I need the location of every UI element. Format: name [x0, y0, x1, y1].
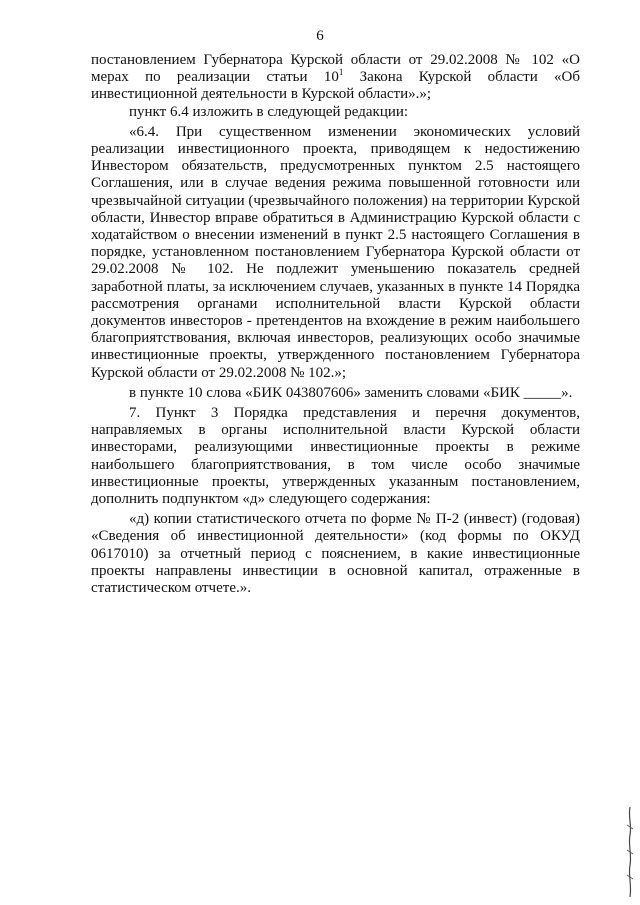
paragraph-subitem-d: «д) копии статистического отчета по форме № П-2 (инвест) (годовая) «Сведения об инвестиционной деятельности» (код формы по ОКУД 0617010) за отчетный период с пояснением, в какие инвестиционные проекты направлены инвестиции в основной капитал, отраженные в статистическом отчете.».: [91, 511, 580, 597]
text-segment: Закона Курской области «Об инвестиционной деятельности в Курской области».»;: [91, 69, 580, 103]
text-segment: постановлением Губернатора Курской области от 29.02.2008 № 102 «О мерах по реализации статьи 10: [91, 52, 580, 86]
superscript: 1: [338, 67, 344, 78]
margin-scan-mark: [625, 805, 635, 900]
paragraph-item-7: 7. Пункт 3 Порядка представления и перечня документов, направляемых в органы исполнительной власти Курской области инвесторами, реализующими инвестиционные проекты в режиме наибольшего благоприятствования, в том числе особо значимые инвестиционные проекты, утвержденных указанным постановлением, дополнить подпунктом «д» следующего содержания:: [91, 405, 580, 508]
page-number: 6: [316, 28, 324, 44]
document-body: [91, 52, 580, 597]
paragraph-decree-reference: [91, 52, 580, 104]
paragraph-clause-6-4-text: «6.4. При существенном изменении экономических условий реализации инвестиционного проекта, приводящем к недостижению Инвестором обязательств, предусмотренных пунктом 2.5 настоящего Соглашения, или в случае ведения режима повышенной готовности или чрезвычайной ситуации (чрезвычайного положения) на территории Курской области, Инвестор вправе обратиться в Администрацию Курской области с ходатайством о внесении изменений в пункт 2.5 настоящего Соглашения в порядке, установленном постановлением Губернатора Курской области от 29.02.2008 № 102. Не подлежит уменьшению показатель средней заработной платы, за исключением случаев, указанных в пункте 14 Порядка рассмотрения органами исполнительной власти Курской области документов инвесторов - претендентов на вхождение в режим наибольшего благоприятствования, включая инвесторов, реализующих особо значимые инвестиционные проекты, утвержденного постановлением Губернатора Курской области от 29.02.2008 № 102.»;: [91, 123, 580, 381]
paragraph-bik-replacement: в пункте 10 слова «БИК 043807606» заменить словами «БИК _____».: [129, 384, 573, 401]
paragraph-clause-6-4-intro: пункт 6.4 изложить в следующей редакции:: [129, 103, 409, 120]
